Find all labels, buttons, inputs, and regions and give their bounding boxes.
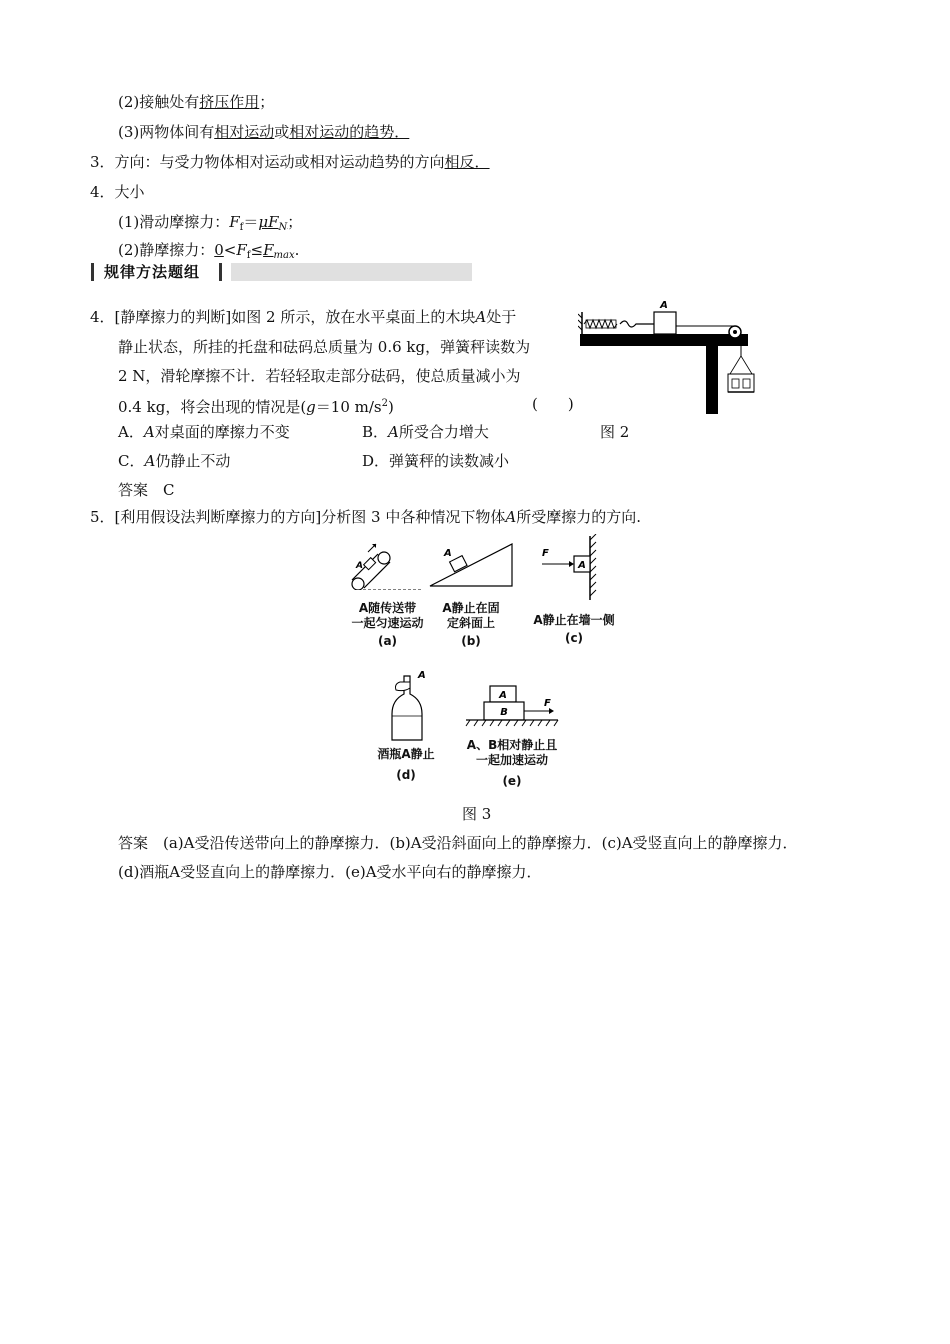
figure-3b-caption: A静止在固 定斜面上 (b) [442, 601, 500, 648]
figure-3-label: 图 3 [462, 805, 492, 823]
q4-line-4: 0.4 kg，将会出现的情况是(g＝10 $m/s^2$) [118, 398, 394, 416]
text-line-static-friction: (2)静摩擦力：$0<F_f\le F_{max}$. [118, 241, 300, 261]
text-line-sliding-friction: (1)滑动摩擦力：$F_f=\mu F_N$； [118, 213, 303, 233]
figure-3d-caption: 酒瓶A静止 (d) [377, 747, 435, 782]
q4-line-1: 4．[静摩擦力的判断]如图 2 所示，放在水平桌面上的木块A处于 [90, 308, 517, 326]
figure-3c-wall [536, 534, 606, 604]
figure-3a-conveyor [348, 538, 428, 590]
q4-answer: 答案 C [118, 481, 175, 499]
figure-3b-letter: A [444, 548, 452, 559]
text-line-contact-pressure: (2)接触处有挤压作用； [118, 93, 275, 111]
text-line-relative-motion: (3)两物体间有相对运动或相对运动的趋势． [118, 123, 410, 141]
figure-3d-bottle [386, 666, 436, 742]
q5-question: 5．[利用假设法判断摩擦力的方向]分析图 3 中各种情况下物体A所受摩擦力的方向. [90, 508, 641, 526]
figure-3e-letter-a: A [499, 690, 507, 701]
figure-3e-stacked-blocks [462, 682, 562, 732]
figure-3a-caption: A随传送带 一起匀速运动 (a) [351, 601, 424, 648]
section-header [91, 262, 472, 282]
section-title: 规律方法题组 [104, 263, 201, 281]
figure-2-diagram [578, 298, 760, 416]
figure-3e-force-letter: F [544, 698, 551, 709]
figure-2-block-label: A [660, 300, 668, 311]
q4-line-3: 2 N，滑轮摩擦不计．若轻轻取走部分砝码，使总质量减小为 [118, 367, 521, 385]
q5-answer-line-1: 答案 (a)A受沿传送带向上的静摩擦力．(b)A受沿斜面向上的静摩擦力．(c)A受竖直向上的静摩擦力． [118, 834, 798, 852]
section-bar-left-mark [91, 263, 94, 281]
answer-blank: ( ) [532, 395, 574, 413]
answer-fill: 相对运动 [214, 123, 275, 141]
text-line-magnitude: 4．大小 [90, 183, 145, 201]
figure-3e-letter-b: B [500, 707, 508, 718]
answer-fill: 相反． [444, 153, 490, 171]
q4-option-b[interactable]: B．A所受合力增大 [362, 423, 489, 441]
figure-2-label: 图 2 [600, 423, 630, 441]
text-line-direction: 3．方向：与受力物体相对运动或相对运动趋势的方向相反． [90, 153, 490, 171]
figure-3d-letter: A [418, 670, 426, 681]
q4-line-2: 静止状态，所挂的托盘和砝码总质量为 0.6 kg，弹簧秤读数为 [118, 338, 531, 356]
section-shade [231, 263, 472, 281]
figure-3c-caption: A静止在墙一侧 (c) [533, 613, 615, 645]
figure-3b-incline [426, 538, 516, 590]
q4-option-a[interactable]: A．A对桌面的摩擦力不变 [118, 423, 290, 441]
figure-3c-letter: A [578, 560, 586, 571]
answer-fill: 相对运动的趋势． [289, 123, 410, 141]
figure-3a-letter: A [356, 561, 363, 571]
q4-option-d[interactable]: D．弹簧秤的读数减小 [362, 452, 510, 470]
figure-3e-caption: A、B相对静止且 一起加速运动 (e) [466, 738, 558, 788]
section-bar-right-mark [219, 263, 222, 281]
answer-fill: $\mu F_N$ [258, 213, 288, 233]
q5-answer-line-2: (d)酒瓶A受竖直向上的静摩擦力．(e)A受水平向右的静摩擦力． [118, 863, 542, 881]
q4-option-c[interactable]: C．A仍静止不动 [118, 452, 231, 470]
answer-fill: 挤压作用 [199, 93, 260, 111]
figure-3c-force-letter: F [542, 548, 549, 559]
